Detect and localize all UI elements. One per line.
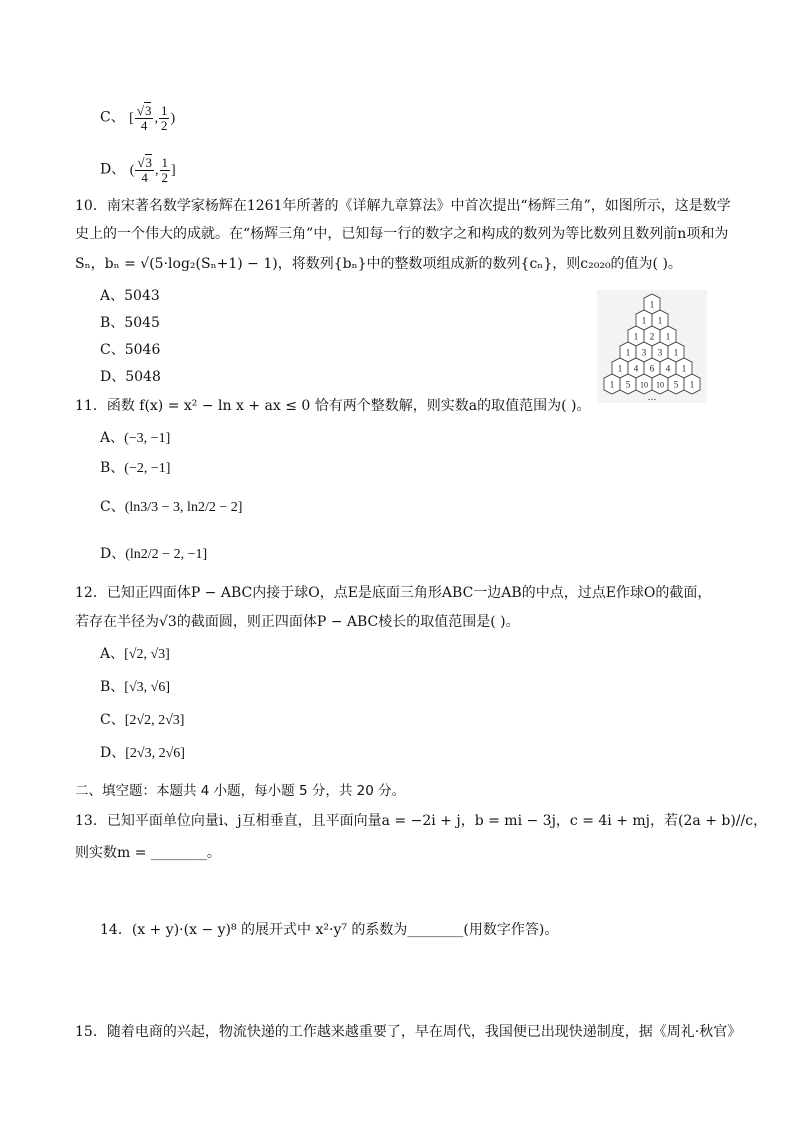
- yanghui-triangle-svg: [597, 290, 707, 403]
- option-value: (−3, −1]: [124, 431, 171, 446]
- triangle-cell-value: 4: [665, 363, 671, 374]
- option-label: C、: [100, 712, 125, 728]
- q14-stem: 14．(x + y)·(x − y)⁸ 的展开式中 x²·y⁷ 的系数为________(用数字作答)。: [100, 922, 559, 938]
- option-label: B、: [100, 315, 125, 331]
- option-label: C、: [100, 499, 125, 515]
- option-value: (−2, −1]: [124, 461, 171, 476]
- triangle-cell-value: 1: [689, 379, 695, 390]
- option-label: D、: [100, 369, 126, 385]
- q10-stem-line2: 史上的一个伟大的成就。在“杨辉三角”中，已知每一行的数字之和构成的数列为等比数列且数列前n项和为: [75, 226, 729, 242]
- triangle-ellipsis: …: [647, 393, 657, 403]
- triangle-cell-value: 1: [649, 299, 655, 310]
- triangle-cell-value: 2: [649, 331, 655, 342]
- option-value: 5045: [124, 315, 160, 331]
- option-label: A、: [100, 288, 125, 304]
- option-label: C、: [100, 342, 125, 358]
- q11-stem: 11．函数 f(x) = x² − ln x + ax ≤ 0 恰有两个整数解，则实数a的取值范围为( )。: [75, 398, 591, 414]
- q9-option-c: [100, 104, 175, 133]
- q11-option-c: [100, 497, 242, 518]
- q10-option-a: [100, 286, 160, 306]
- option-value: 5046: [124, 342, 161, 358]
- q12-option-c: [100, 710, 184, 731]
- q11-option-a: [100, 428, 170, 449]
- option-value: [2√3, 2√6]: [125, 746, 185, 761]
- option-label: B、: [100, 460, 125, 476]
- q10-stem-line1: 10．南宋著名数学家杨辉在1261年所著的《详解九章算法》中首次提出“杨辉三角”，如图所示，这是数学: [75, 198, 731, 214]
- q11-option-d: [100, 544, 207, 565]
- triangle-cell-value: 5: [625, 379, 631, 390]
- triangle-cell-value: 1: [657, 315, 663, 326]
- option-value: [2√2, 2√3]: [124, 713, 185, 728]
- q12-option-b: [100, 677, 170, 698]
- triangle-cell-value: 10: [656, 380, 664, 390]
- option-value: 5043: [124, 288, 160, 304]
- q13-stem-line1: 13．已知平面单位向量i、j互相垂直，且平面向量a = −2i + j，b = mi − 3j，c = 4i + mj，若(2a + b)//c，: [75, 813, 768, 829]
- option-value: 5048: [125, 369, 161, 385]
- q9-option-d-label: D、: [100, 161, 126, 178]
- option-value: (ln3/3 − 3, ln2/2 − 2]: [124, 500, 243, 515]
- q10-stem-line3: Sₙ，bₙ = √(5·log₂(Sₙ+1) − 1)，将数列{bₙ}中的整数项组成新的数列{cₙ}，则c₂₀₂₀的值为( )。: [75, 256, 682, 272]
- option-value: [√3, √6]: [124, 680, 170, 695]
- q12-option-d: [100, 743, 185, 764]
- q15-stem: 15．随着电商的兴起，物流快递的工作越来越重要了，早在周代，我国便已出现快递制度，据《周礼·秋官》: [75, 1024, 742, 1040]
- option-label: D、: [100, 745, 126, 761]
- q10-option-b: [100, 313, 160, 333]
- q10-option-c: [100, 340, 160, 360]
- section-fill-in-title: 二、填空题：本题共 4 小题，每小题 5 分，共 20 分。: [75, 783, 406, 799]
- q9-option-c-label: C、: [100, 109, 125, 126]
- option-label: B、: [100, 679, 125, 695]
- q12-option-a: [100, 644, 170, 665]
- triangle-cell-value: 6: [649, 363, 655, 374]
- triangle-cell-value: 1: [633, 331, 639, 342]
- triangle-cell-value: 5: [673, 379, 679, 390]
- q10-option-d: [100, 367, 161, 387]
- triangle-cell-value: 1: [665, 331, 671, 342]
- triangle-cell-value: 1: [609, 379, 615, 390]
- q9-option-d-value: ( $\frac{√3}{4}$ , $\frac{1}{2}$ ]: [129, 155, 176, 185]
- triangle-cell-value: 1: [641, 315, 647, 326]
- option-value: [√2, √3]: [124, 647, 170, 662]
- triangle-cell-value: 1: [681, 363, 687, 374]
- q13-stem-line2: 则实数m = ________。: [75, 845, 221, 861]
- q12-stem-line1: 12．已知正四面体P − ABC内接于球O，点E是底面三角形ABC一边AB的中点，过点E作球O的截面，: [75, 585, 712, 601]
- triangle-cell-value: 10: [640, 380, 648, 390]
- triangle-cell-value: 4: [633, 363, 639, 374]
- q12-stem-line2: 若存在半径为√3的截面圆，则正四面体P − ABC棱长的取值范围是( )。: [75, 614, 520, 630]
- q9-option-d: [100, 156, 176, 185]
- q9-option-c-value: [ $\frac{√3}{4}$ , $\frac{1}{2}$ ): [129, 103, 176, 133]
- option-label: D、: [100, 546, 126, 562]
- option-value: (ln2/2 − 2, −1]: [125, 547, 208, 562]
- triangle-cell-value: 1: [673, 347, 679, 358]
- yanghui-triangle-figure: [597, 290, 707, 403]
- triangle-cell-value: 1: [617, 363, 623, 374]
- option-label: A、: [100, 646, 125, 662]
- triangle-cell-value: 3: [641, 347, 647, 358]
- triangle-cell-value: 1: [625, 347, 631, 358]
- option-label: A、: [100, 430, 125, 446]
- triangle-cell-value: 3: [657, 347, 663, 358]
- q11-option-b: [100, 458, 170, 479]
